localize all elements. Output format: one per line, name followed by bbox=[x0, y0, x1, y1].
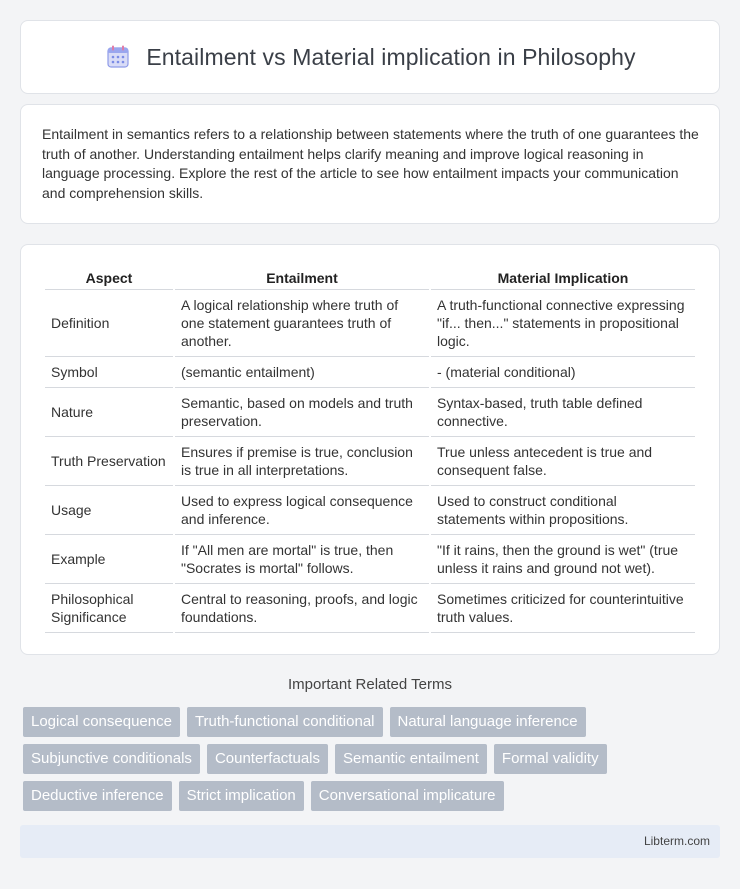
table-cell-aspect: Definition bbox=[45, 290, 173, 357]
tag-natural-language-inference[interactable]: Natural language inference bbox=[390, 707, 586, 737]
tag-truth-functional-conditional[interactable]: Truth-functional conditional bbox=[187, 707, 383, 737]
tag-row bbox=[23, 707, 723, 737]
table-cell-aspect: Nature bbox=[45, 388, 173, 437]
table-cell-material: Sometimes criticized for counterintuitive truth values. bbox=[431, 584, 695, 633]
table-cell-material: True unless antecedent is true and consequent false. bbox=[431, 437, 695, 486]
table-row bbox=[45, 437, 695, 486]
table-row bbox=[45, 388, 695, 437]
calendar-icon bbox=[104, 43, 132, 71]
table-cell-entailment: Semantic, based on models and truth preservation. bbox=[175, 388, 429, 437]
table-cell-material: Used to construct conditional statements within propositions. bbox=[431, 486, 695, 535]
table-cell-aspect: Philosophical Significance bbox=[45, 584, 173, 633]
comparison-table bbox=[43, 265, 697, 633]
table-cell-entailment: A logical relationship where truth of one statement guarantees truth of another. bbox=[175, 290, 429, 357]
table-row bbox=[45, 290, 695, 357]
table-cell-material: Syntax-based, truth table defined connective. bbox=[431, 388, 695, 437]
page-title: Entailment vs Material implication in Philosophy bbox=[146, 43, 636, 70]
tag-formal-validity[interactable]: Formal validity bbox=[494, 744, 607, 774]
tag-deductive-inference[interactable]: Deductive inference bbox=[23, 781, 172, 811]
table-cell-entailment: Ensures if premise is true, conclusion is true in all interpretations. bbox=[175, 437, 429, 486]
comparison-card bbox=[20, 244, 720, 655]
related-terms-tags bbox=[23, 707, 723, 818]
table-row bbox=[45, 357, 695, 388]
table-cell-material: "If it rains, then the ground is wet" (true unless it rains and ground not wet). bbox=[431, 535, 695, 584]
table-row bbox=[45, 584, 695, 633]
footer-site-link[interactable]: Libterm.com bbox=[643, 834, 710, 848]
table-cell-aspect: Usage bbox=[45, 486, 173, 535]
table-cell-material: - (material conditional) bbox=[431, 357, 695, 388]
table-cell-entailment: If "All men are mortal" is true, then "Socrates is mortal" follows. bbox=[175, 535, 429, 584]
table-row bbox=[45, 486, 695, 535]
intro-card bbox=[20, 104, 720, 224]
tag-conversational-implicature[interactable]: Conversational implicature bbox=[311, 781, 504, 811]
table-cell-aspect: Truth Preservation bbox=[45, 437, 173, 486]
tag-subjunctive-conditionals[interactable]: Subjunctive conditionals bbox=[23, 744, 200, 774]
intro-text: Entailment in semantics refers to a relationship between statements where the truth of one guarantees the truth of another. Understanding entailment helps clarify meaning and improve logical reasoning in language processing. Explore the rest of the article to see how entailment impacts your communication and comprehension skills. bbox=[42, 126, 699, 201]
tag-row bbox=[23, 781, 723, 811]
footer bbox=[20, 825, 720, 858]
tag-row bbox=[23, 744, 723, 774]
related-terms-title: Important Related Terms bbox=[288, 676, 452, 693]
header-card bbox=[20, 20, 720, 94]
tag-logical-consequence[interactable]: Logical consequence bbox=[23, 707, 180, 737]
column-header-entailment: Entailment bbox=[175, 265, 429, 290]
table-header-row bbox=[45, 265, 695, 290]
table-cell-aspect: Symbol bbox=[45, 357, 173, 388]
table-cell-material: A truth-functional connective expressing "if... then..." statements in propositional logic. bbox=[431, 290, 695, 357]
table-cell-aspect: Example bbox=[45, 535, 173, 584]
header bbox=[104, 43, 635, 71]
table-cell-entailment: (semantic entailment) bbox=[175, 357, 429, 388]
table-cell-entailment: Central to reasoning, proofs, and logic foundations. bbox=[175, 584, 429, 633]
column-header-aspect: Aspect bbox=[45, 265, 173, 290]
tag-semantic-entailment[interactable]: Semantic entailment bbox=[335, 744, 487, 774]
tag-strict-implication[interactable]: Strict implication bbox=[179, 781, 304, 811]
table-row bbox=[45, 535, 695, 584]
tag-counterfactuals[interactable]: Counterfactuals bbox=[207, 744, 328, 774]
column-header-material-implication: Material Implication bbox=[431, 265, 695, 290]
table-cell-entailment: Used to express logical consequence and inference. bbox=[175, 486, 429, 535]
